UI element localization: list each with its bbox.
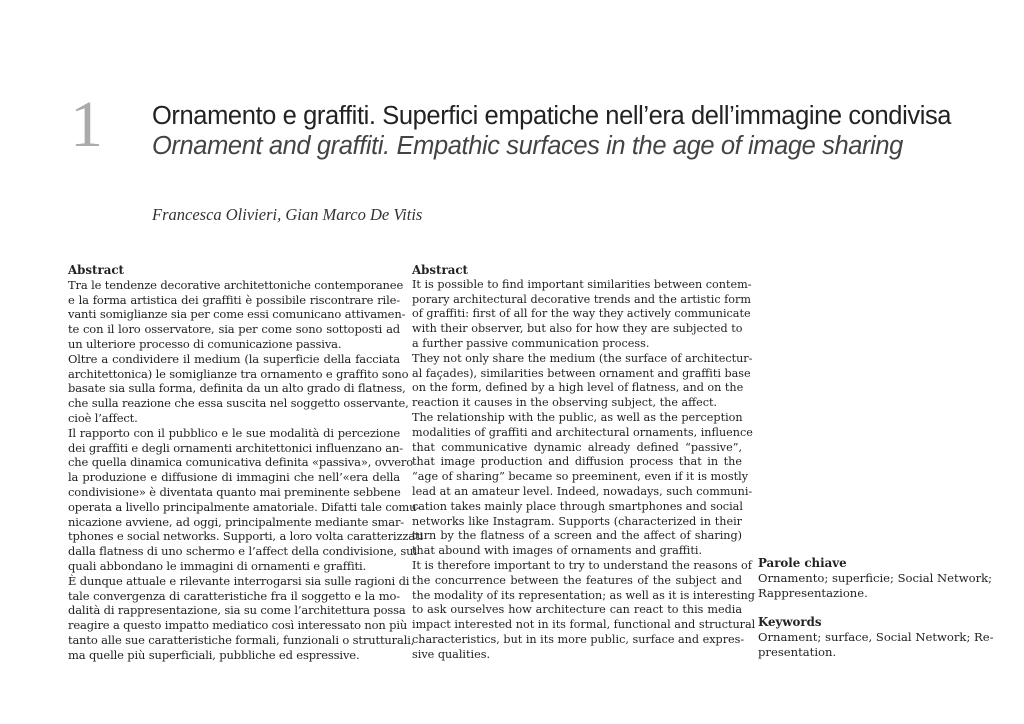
abstract-line: that communicative dynamic already defined “passive”,: [412, 440, 742, 454]
abstract-line: reagire a questo impatto mediatico così interessato non più: [68, 618, 408, 633]
abstract-line: characteristics, but in its more public, surface and expres-: [412, 632, 745, 646]
abstract-line: reaction it causes in the observing subject, the affect.: [412, 396, 718, 410]
abstract-line: The relationship with the public, as well as the perception: [412, 410, 743, 424]
authors: Francesca Olivieri, Gian Marco De Vitis: [152, 205, 423, 224]
abstract-line: that abound with images of ornaments and graffiti.: [412, 544, 703, 558]
abstract-line: lead at an amateur level. Indeed, nowadays, such communi-: [412, 484, 753, 498]
abstract-english: [412, 263, 756, 663]
abstract-line: dalla flatness di uno schermo e l’affect della condivisione, sui: [68, 544, 417, 559]
abstract-line: vanti somiglianze sia per come essi comunicano attivamen-: [68, 307, 406, 322]
chapter-title-italian: Ornamento e graffiti. Superfici empatiche nell’era dell’immagine condivisa: [152, 102, 952, 130]
abstract-line: dei graffiti e degli ornamenti architettonici influenzano an-: [68, 440, 403, 455]
abstract-italian: [68, 263, 423, 663]
abstract-line: networks like Instagram. Supports (characterized in their: [412, 514, 742, 528]
keywords-english-heading: Keywords: [758, 615, 822, 630]
chapter-title-english: Ornament and graffiti. Empathic surfaces in the age of image sharing: [152, 132, 903, 160]
abstract-line: che quella dinamica comunicativa definita «passiva», ovvero: [68, 455, 413, 470]
keywords-english: [758, 615, 994, 659]
abstract-italian-body: [68, 277, 423, 663]
abstract-line: Tra le tendenze decorative architettoniche contemporanee: [68, 277, 404, 292]
abstract-english-body: [412, 277, 756, 663]
keywords-italian: [758, 556, 993, 600]
abstract-line: sive qualities.: [412, 647, 491, 661]
abstract-line: nicazione avviene, ad oggi, principalmente mediante smar-: [68, 514, 405, 529]
abstract-line: porary architectural decorative trends and the artistic form: [412, 292, 751, 306]
keywords-italian-body: [758, 570, 993, 601]
keyword-line: Ornament; surface, Social Network; Re-: [758, 629, 994, 644]
abstract-line: tanto alle sue caratteristiche formali, funzionali o strutturali,: [68, 632, 415, 647]
chapter-number: 1: [70, 88, 103, 161]
abstract-line: che sulla reazione che essa suscita nel soggetto osservante,: [68, 396, 409, 411]
keyword-line: presentation.: [758, 644, 837, 659]
keywords-column: [758, 556, 994, 674]
abstract-italian-heading: Abstract: [68, 263, 124, 277]
abstract-line: quali abbondano le immagini di ornamenti e graffiti.: [68, 558, 366, 573]
abstract-line: cioè l’affect.: [68, 410, 138, 425]
abstract-line: Oltre a condividere il medium (la superficie della facciata: [68, 351, 400, 366]
abstract-line: turn by the flatness of a screen and the affect of sharing): [412, 529, 742, 543]
abstract-line: la produzione e diffusione di immagini che nell’«era della: [68, 470, 400, 485]
keyword-line: Ornamento; superficie; Social Network;: [758, 570, 993, 585]
abstract-line: on the form, defined by a high level of flatness, and on the: [412, 381, 744, 395]
abstract-line: the modality of its representation; as well as it is interesting: [412, 588, 755, 602]
abstract-line: te con il loro osservatore, sia per come sono sottoposti ad: [68, 322, 400, 337]
keywords-italian-heading: Parole chiave: [758, 556, 847, 570]
abstract-line: “age of sharing” became so preeminent, even if it is mostly: [412, 470, 749, 484]
abstract-line: e la forma artistica dei graffiti è possibile riscontrare rile-: [68, 292, 400, 307]
abstract-line: ma quelle più superficiali, pubbliche ed espressive.: [68, 647, 360, 662]
abstract-line: modalities of graffiti and architectural ornaments, influence: [412, 425, 753, 439]
abstract-line: with their observer, but also for how they are subjected to: [412, 322, 743, 336]
abstract-line: È dunque attuale e rilevante interrogarsi sia sulle ragioni di: [68, 573, 410, 588]
abstract-line: condivisione» è diventata quanto mai preminente sebbene: [68, 484, 401, 499]
abstract-line: the concurrence between the features of the subject and: [412, 573, 742, 587]
abstract-line: of graffiti: first of all for the way they actively communicate: [412, 307, 751, 321]
keyword-line: Rappresentazione.: [758, 585, 868, 600]
abstract-line: basate sia sulla forma, definita da un alto grado di flatness,: [68, 381, 406, 396]
abstract-line: tale convergenza di caratteristiche fra il soggetto e la mo-: [68, 588, 400, 603]
abstract-line: dalità di rappresentazione, sia su come l’architettura possa: [68, 603, 406, 618]
keywords-english-body: [758, 629, 994, 660]
abstract-line: They not only share the medium (the surface of architectur-: [412, 351, 753, 365]
abstract-english-heading: Abstract: [412, 263, 468, 277]
abstract-line: cation takes mainly place through smartphones and social: [412, 499, 743, 513]
abstract-line: tphones e social networks. Supporti, a loro volta caratterizzati: [68, 529, 423, 544]
abstract-line: to ask ourselves how architecture can react to this media: [412, 603, 742, 617]
abstract-line: un ulteriore processo di comunicazione passiva.: [68, 336, 342, 351]
abstract-line: operata a livello principalmente amatoriale. Difatti tale comu-: [68, 499, 421, 514]
abstract-line: It is possible to find important similarities between contem-: [412, 277, 752, 291]
abstract-line: It is therefore important to try to understand the reasons of: [412, 558, 752, 572]
abstract-line: impact interested not in its formal, functional and structural: [412, 618, 756, 632]
abstract-line: that image production and diffusion process that in the: [412, 455, 742, 469]
abstract-line: Il rapporto con il pubblico e le sue modalità di percezione: [68, 425, 400, 440]
abstract-line: al façades), similarities between ornament and graffiti base: [412, 366, 751, 380]
abstract-line: a further passive communication process.: [412, 336, 650, 350]
abstract-line: architettonica) le somiglianze tra ornamento e graffito sono: [68, 366, 409, 381]
